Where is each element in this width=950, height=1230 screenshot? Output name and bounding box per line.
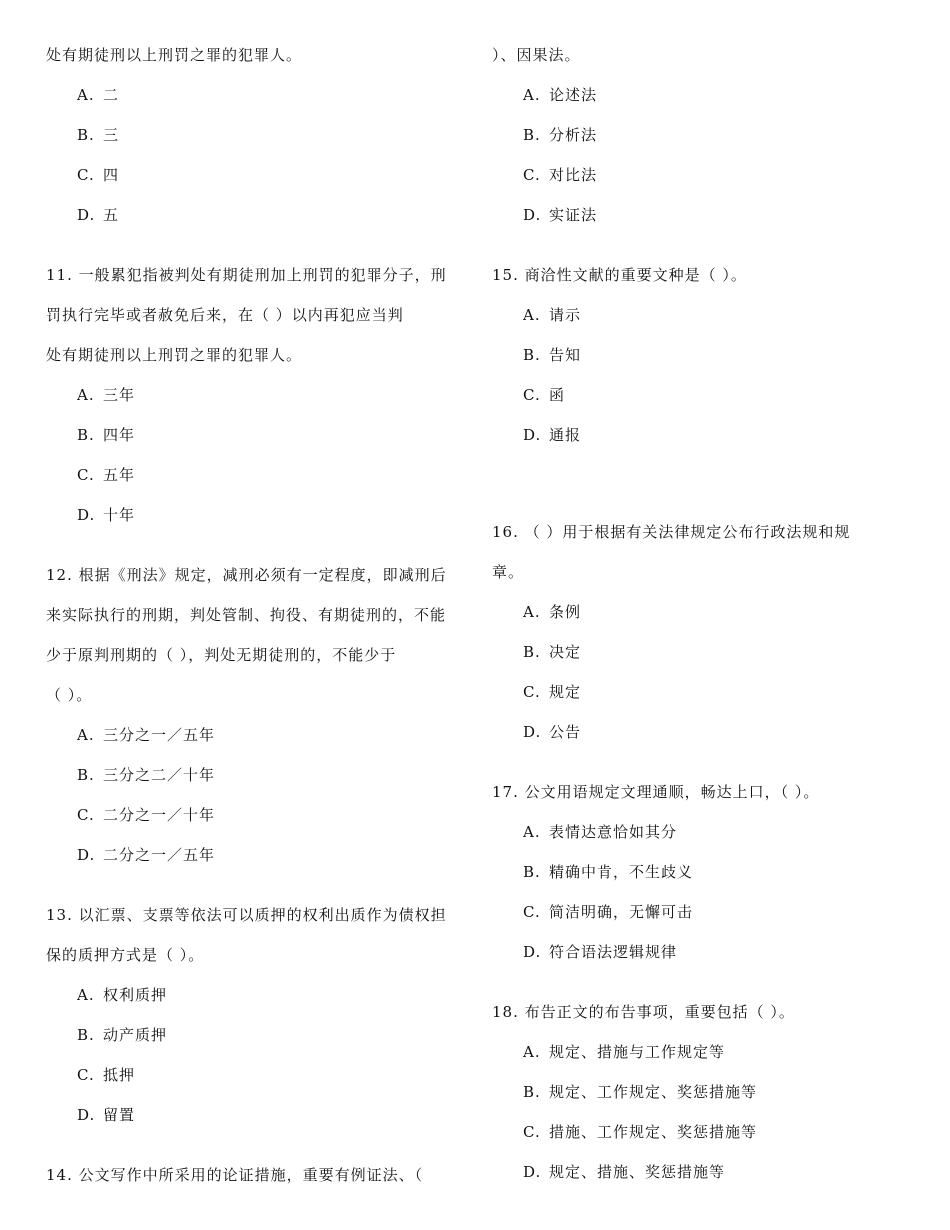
option-text: 规定 — [549, 683, 582, 701]
option-letter: C. — [523, 1123, 541, 1141]
option-text: 三分之二／十年 — [103, 766, 216, 784]
option-letter: A. — [523, 603, 541, 621]
answer-option — [523, 682, 581, 702]
option-text: 五 — [103, 206, 120, 224]
option-text: 论述法 — [549, 86, 598, 104]
option-letter: D. — [77, 846, 96, 864]
option-letter: A. — [77, 86, 95, 104]
question-text-line: 17. 公文用语规定文理通顺，畅达上口，（ ）。 — [492, 783, 820, 801]
answer-option — [77, 385, 135, 405]
question-text-line: 罚执行完毕或者赦免后来，在（ ）以内再犯应当判 — [46, 306, 404, 324]
option-text: 决定 — [549, 643, 582, 661]
option-letter: D. — [523, 1163, 542, 1181]
option-letter: C. — [77, 166, 95, 184]
question-text-line: 18. 布告正文的布告事项，重要包括（ ）。 — [492, 1003, 795, 1021]
question-text-line: 12. 根据《刑法》规定，减刑必须有一定程度，即减刑后 — [46, 566, 447, 584]
question-text-line: 13. 以汇票、支票等依法可以质押的权利出质作为债权担 — [46, 906, 447, 924]
answer-option — [523, 642, 581, 662]
option-text: 请示 — [549, 306, 582, 324]
option-text: 二分之一／五年 — [103, 846, 216, 864]
question-text-line: 15. 商洽性文献的重要文种是（ ）。 — [492, 266, 747, 284]
option-letter: C. — [523, 166, 541, 184]
option-text: 简洁明确，无懈可击 — [549, 903, 694, 921]
answer-option — [523, 165, 597, 185]
answer-option — [77, 765, 215, 785]
answer-option — [77, 85, 119, 105]
option-text: 规定、措施、奖惩措施等 — [549, 1163, 726, 1181]
answer-option — [523, 305, 581, 325]
option-letter: A. — [523, 306, 541, 324]
answer-option — [77, 205, 119, 225]
answer-option — [523, 345, 581, 365]
option-letter: A. — [523, 86, 541, 104]
option-text: 规定、措施与工作规定等 — [549, 1043, 726, 1061]
option-letter: D. — [77, 506, 96, 524]
option-text: 四 — [103, 166, 120, 184]
option-text: 权利质押 — [103, 986, 168, 1004]
option-text: 抵押 — [103, 1066, 136, 1084]
answer-option — [77, 465, 135, 485]
option-letter: B. — [523, 863, 541, 881]
option-text: 留置 — [103, 1106, 136, 1124]
option-letter: D. — [77, 206, 96, 224]
answer-option — [523, 942, 677, 962]
question-text-line: 16. （ ）用于根据有关法律规定公布行政法规和规 — [492, 523, 851, 541]
option-letter: C. — [523, 903, 541, 921]
answer-option — [523, 1162, 725, 1182]
option-text: 三 — [103, 126, 120, 144]
option-letter: A. — [77, 726, 95, 744]
answer-option — [77, 125, 119, 145]
answer-option — [523, 125, 597, 145]
answer-option — [523, 902, 693, 922]
answer-option — [77, 165, 119, 185]
answer-option — [523, 602, 581, 622]
option-letter: A. — [523, 823, 541, 841]
answer-option — [523, 85, 597, 105]
option-text: 三分之一／五年 — [103, 726, 216, 744]
question-text-line: 来实际执行的刑期，判处管制、拘役、有期徒刑的，不能 — [46, 606, 447, 624]
answer-option — [523, 205, 597, 225]
answer-option — [77, 1065, 135, 1085]
option-letter: B. — [77, 426, 95, 444]
option-letter: D. — [523, 426, 542, 444]
question-text-line: （ ）。 — [46, 686, 93, 704]
option-text: 十年 — [103, 506, 136, 524]
option-letter: D. — [523, 723, 542, 741]
question-text-line: 14. 公文写作中所采用的论证措施，重要有例证法、（ — [46, 1166, 424, 1184]
option-letter: C. — [77, 466, 95, 484]
answer-option — [523, 425, 581, 445]
option-letter: C. — [523, 683, 541, 701]
question-text-line: 处有期徒刑以上刑罚之罪的犯罪人。 — [46, 46, 303, 64]
option-text: 五年 — [103, 466, 136, 484]
option-letter: C. — [77, 1066, 95, 1084]
option-text: 动产质押 — [103, 1026, 168, 1044]
option-text: 条例 — [549, 603, 582, 621]
option-letter: B. — [77, 1026, 95, 1044]
option-letter: D. — [523, 943, 542, 961]
option-letter: B. — [523, 346, 541, 364]
option-letter: A. — [77, 386, 95, 404]
option-text: 通报 — [549, 426, 582, 444]
option-text: 二分之一／十年 — [103, 806, 216, 824]
option-letter: C. — [77, 806, 95, 824]
option-letter: B. — [77, 766, 95, 784]
option-text: 对比法 — [549, 166, 598, 184]
answer-option — [523, 822, 677, 842]
answer-option — [523, 1042, 725, 1062]
option-text: 函 — [549, 386, 566, 404]
option-letter: B. — [77, 126, 95, 144]
question-text-line: 少于原判刑期的（ ），判处无期徒刑的，不能少于 — [46, 646, 397, 664]
option-text: 实证法 — [549, 206, 598, 224]
answer-option — [77, 1105, 135, 1125]
answer-option — [77, 1025, 167, 1045]
answer-option — [77, 425, 135, 445]
option-text: 四年 — [103, 426, 136, 444]
answer-option — [523, 1122, 757, 1142]
answer-option — [77, 805, 215, 825]
option-text: 表情达意恰如其分 — [549, 823, 678, 841]
question-text-line: 11. 一般累犯指被判处有期徒刑加上刑罚的犯罪分子，刑 — [46, 266, 447, 284]
option-text: 公告 — [549, 723, 582, 741]
answer-option — [77, 985, 167, 1005]
question-text-line: 章。 — [492, 563, 525, 581]
answer-option — [77, 725, 215, 745]
option-text: 二 — [103, 86, 120, 104]
option-text: 措施、工作规定、奖惩措施等 — [549, 1123, 758, 1141]
answer-option — [77, 505, 135, 525]
option-text: 分析法 — [549, 126, 598, 144]
option-text: 符合语法逻辑规律 — [549, 943, 678, 961]
answer-option — [523, 1082, 757, 1102]
option-letter: B. — [523, 1083, 541, 1101]
answer-option — [77, 845, 215, 865]
option-letter: A. — [523, 1043, 541, 1061]
option-letter: A. — [77, 986, 95, 1004]
answer-option — [523, 722, 581, 742]
answer-option — [523, 862, 693, 882]
question-text-line: 保的质押方式是（ ）。 — [46, 946, 205, 964]
option-text: 告知 — [549, 346, 582, 364]
option-letter: D. — [523, 206, 542, 224]
option-text: 规定、工作规定、奖惩措施等 — [549, 1083, 758, 1101]
option-letter: B. — [523, 126, 541, 144]
question-text-line: 处有期徒刑以上刑罚之罪的犯罪人。 — [46, 346, 303, 364]
option-letter: D. — [77, 1106, 96, 1124]
option-text: 精确中肯，不生歧义 — [549, 863, 694, 881]
option-text: 三年 — [103, 386, 136, 404]
option-letter: B. — [523, 643, 541, 661]
answer-option — [523, 385, 565, 405]
question-text-line: ）、因果法。 — [492, 46, 581, 64]
option-letter: C. — [523, 386, 541, 404]
